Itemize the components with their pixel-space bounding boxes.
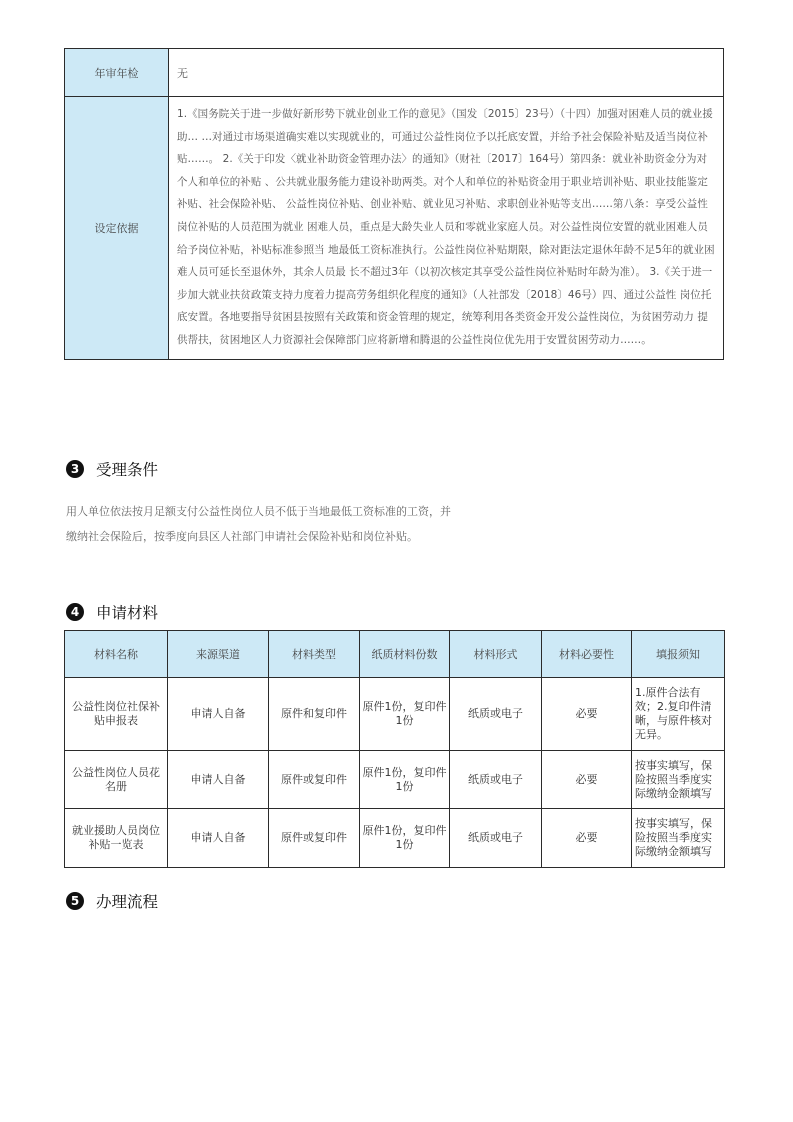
section-title: 申请材料 (96, 604, 159, 622)
section-title: 受理条件 (96, 461, 159, 479)
table-row (65, 751, 725, 809)
table-row (65, 678, 725, 751)
basis-text: 1.《国务院关于进一步做好新形势下就业创业工作的意见》（国发〔2015〕23号）（十四）加强对困难人员的就业援助… …对通过市场渠道确实难以实现就业的，可通过公益性岗位予以托底安置，并给予社会保险补贴及适当岗位补贴……。 2.《关于印发〈就业补助资金管理办法〉的通知》（财社〔2017〕164号）第四条：就业补助资金分为对个人和单位的补贴 、公共就业服务能力建设补助两类。对个人和单位的补贴资金用于职业培训补贴、职业技能鉴定补贴、社会保险补贴、 公益性岗位补贴、创业补贴、就业见习补贴、求职创业补贴等支出……第八条：享受公益性岗位补贴的人员范围为就业 困难人员，重点是大龄失业人员和零就业家庭人员。对公益性岗位安置的就业困难人员给予岗位补贴，补贴标准参照当 地最低工资标准执行。公益性岗位补贴期限，除对距法定退休年龄不足5年的就业困难人员可延长至退休外，其余人员最 长不超过3年（以初次核定其享受公益性岗位补贴时年龄为准）。 3.《关于进一步加大就业扶贫政策支持力度着力提高劳务组织化程度的通知》（人社部发〔2018〕46号）四、通过公益性 岗位托底安置。各地要指导贫困县按照有关政策和资金管理的规定，统筹利用各类资金开发公益性岗位，为贫困劳动力 提供帮扶，贫困地区人力资源社会保障部门应将新增和腾退的公益性岗位优先用于安置贫困劳动力……。 (177, 108, 715, 346)
form-cell: 纸质或电子 (450, 809, 542, 868)
section-title: 办理流程 (96, 893, 159, 911)
type-cell: 原件或复印件 (269, 751, 360, 809)
form-cell: 纸质或电子 (450, 678, 542, 751)
column-header: 材料名称 (65, 631, 168, 678)
necessity-cell: 必要 (542, 751, 632, 809)
notes-cell: 按事实填写，保险按照当季度实际缴纳金额填写 (632, 809, 725, 868)
column-header: 材料类型 (269, 631, 360, 678)
section-number-badge: 4 (66, 603, 84, 621)
form-cell: 纸质或电子 (450, 751, 542, 809)
section-heading-process (66, 890, 158, 912)
basis-cell (169, 97, 724, 360)
copies-cell: 原件1份，复印件1份 (360, 751, 450, 809)
annual-review-label: 年审年检 (65, 49, 169, 97)
source-cell: 申请人自备 (168, 751, 269, 809)
material-name-cell: 公益性岗位人员花名册 (65, 751, 168, 809)
info-table (64, 48, 724, 360)
notes-cell: 按事实填写，保险按照当季度实际缴纳金额填写 (632, 751, 725, 809)
column-header: 纸质材料份数 (360, 631, 450, 678)
column-header: 填报须知 (632, 631, 725, 678)
column-header: 材料形式 (450, 631, 542, 678)
annual-review-row (65, 49, 724, 97)
section-number-badge: 3 (66, 460, 84, 478)
section-heading-materials (66, 601, 158, 623)
source-cell: 申请人自备 (168, 809, 269, 868)
table-row (65, 809, 725, 868)
column-header: 来源渠道 (168, 631, 269, 678)
copies-cell: 原件1份，复印件1份 (360, 809, 450, 868)
annual-review-value: 无 (169, 49, 724, 97)
necessity-cell: 必要 (542, 678, 632, 751)
section-heading-acceptance (66, 458, 158, 480)
column-header: 材料必要性 (542, 631, 632, 678)
type-cell: 原件或复印件 (269, 809, 360, 868)
table-header-row (65, 631, 725, 678)
materials-table (64, 630, 725, 868)
basis-label: 设定依据 (65, 97, 169, 360)
basis-row (65, 97, 724, 360)
type-cell: 原件和复印件 (269, 678, 360, 751)
section-number-badge: 5 (66, 892, 84, 910)
material-name-cell: 就业援助人员岗位补贴一览表 (65, 809, 168, 868)
acceptance-conditions-text: 用人单位依法按月足额支付公益性岗位人员不低于当地最低工资标准的工资，并缴纳社会保险后，按季度向县区人社部门申请社会保险补贴和岗位补贴。 (66, 505, 451, 543)
notes-cell: 1.原件合法有效；2.复印件清晰，与原件核对无异。 (632, 678, 725, 751)
material-name-cell: 公益性岗位社保补贴申报表 (65, 678, 168, 751)
necessity-cell: 必要 (542, 809, 632, 868)
copies-cell: 原件1份，复印件1份 (360, 678, 450, 751)
source-cell: 申请人自备 (168, 678, 269, 751)
